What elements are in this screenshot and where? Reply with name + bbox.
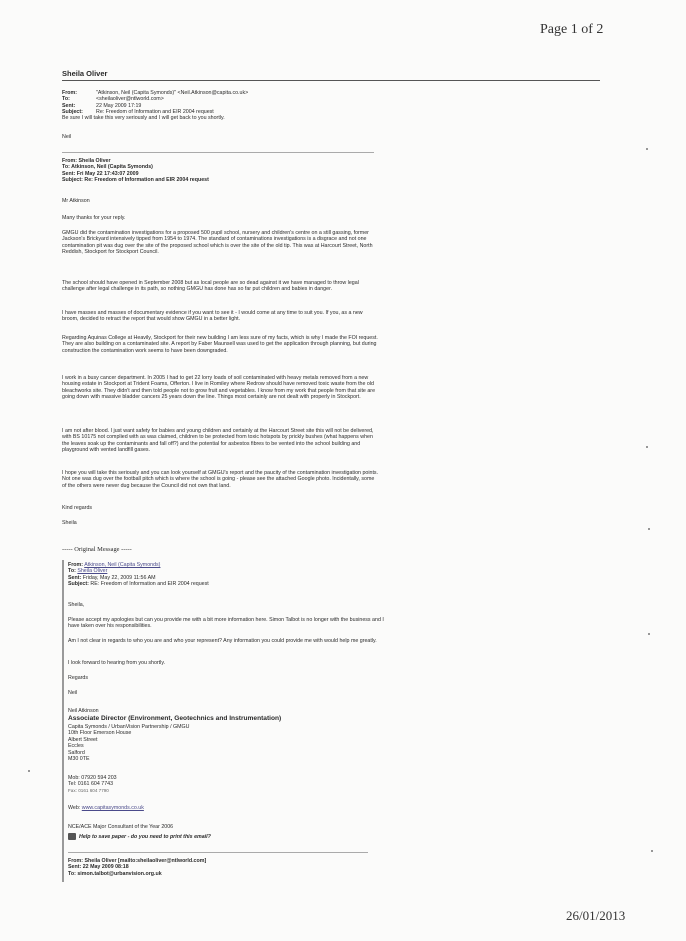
separator: [62, 152, 374, 153]
email2-paragraph: I am not after blood. I just want safety for babies and young children and certainly at the Harcourt Street site this will not be delivered, with BS 10175 not complied with as was claimed, children to be protected from toxic hotspots by prickly bushes (what happens when the leaves soak up the contaminants and fall off?) and the potential for asbestos fibres to be vented into the school building and playground with vented landfill gases.: [62, 428, 374, 454]
email4-to: To: simon.talbot@urbanvision.org.uk: [68, 870, 162, 877]
email3-tel: Tel: 0161 604 7743: [68, 781, 114, 788]
scan-speck: [648, 633, 650, 635]
email2-paragraph: The school should have opened in September 2008 but as local people are so dead against it we have managed to throw legal challenge after legal challenge in its path, so nothing GMGU has done has so far put children and babies in danger.: [62, 280, 359, 293]
email3-sig-address: Capita Symonds / UrbanVision Partnership / GMGU 10th Floor Emerson House Albert Street Eccles Salford M30 0TE: [68, 724, 190, 763]
email3-fax: Fax: 0161 604 7790: [68, 787, 109, 793]
email4-header: [68, 858, 206, 877]
email3-paragraph: Regards: [68, 675, 89, 681]
email3-paragraph: Neil: [68, 690, 78, 696]
email1-header: From: "Atkinson, Neil (Capita Symonds)" <Neil.Atkinson@capita.co.uk> To: <sheilaoliver@ntlworld.com> Sent: 22 May 2009 17:19 Subject: Re: Freedom of Information and EIR 2004 request Be sure I will take this very seriously and I will get back to you shortly.: [62, 90, 249, 122]
email3-web-link[interactable]: www.capitasymonds.co.uk: [81, 805, 144, 811]
email2-paragraph: I have masses and masses of documentary evidence if you want to see it - I would come at any time to suit you. If you, as a new broom, decided to retract the report that would show GMGU in a better light.: [62, 310, 363, 323]
email3-paragraph: Am I not clear in regards to who you are and who your represent? Any information you could provide me with would help me greatly.: [68, 638, 377, 644]
separator: [68, 852, 368, 853]
email3-paragraph: Please accept my apologies but can you provide me with a bit more information here. Simon Talbot is no longer with the business and I have taken over his responsibilities.: [68, 617, 384, 630]
email3-web: Web: www.capitasymonds.co.uk: [68, 805, 144, 811]
email2-header: [62, 158, 209, 183]
scan-speck: [646, 148, 648, 150]
email3-contact: [68, 775, 386, 794]
original-message-divider: ----- Original Message -----: [62, 546, 132, 553]
email4-from: From: Sheila Oliver [mailto:sheilaoliver@ntlworld.com]: [68, 858, 207, 864]
email3-to-link[interactable]: Sheila Oliver: [77, 568, 108, 575]
email2-salutation: Mr Atkinson: [62, 198, 90, 204]
email1-signoff: Neil: [62, 134, 72, 140]
email2-to: To: Atkinson, Neil (Capita Symonds): [62, 164, 153, 171]
email1-from: "Atkinson, Neil (Capita Symonds)" <Neil.Atkinson@capita.co.uk>: [96, 90, 249, 96]
email3-sent: Friday, May 22, 2009 11:56 AM: [82, 574, 156, 581]
email2-paragraph: Many thanks for your reply.: [62, 215, 126, 221]
email3-sig-title: Associate Director (Environment, Geotechnics and Instrumentation): [68, 715, 282, 722]
page-number: Page 1 of 2: [540, 22, 604, 37]
email3-header: From: Atkinson, Neil (Capita Symonds) To: Sheila Oliver Sent: Friday, May 22, 2009 11:56 AM Subject: RE: Freedom of Information and EIR 2004 request: [68, 562, 209, 587]
email3-sig-name: Neil Atkinson: [68, 708, 99, 714]
email3-save-paper: Help to save paper - do you need to print this email?: [68, 833, 386, 840]
mailbox-owner-name: Sheila Oliver: [62, 69, 108, 78]
email2-paragraph: Regarding Aquinas College at Heavily, Stockport for their new building I am less sure of my facts, which is why I made the FOI request. They are also building on a contaminated site. A report by Faber Maunsell was used to get the application through planning, but during construction the contamination work seems to have been downgraded.: [62, 335, 378, 354]
email1-body: Be sure I will take this very seriously and I will get back to you shortly.: [62, 115, 225, 122]
quote-bar: [62, 560, 64, 882]
scan-speck: [651, 850, 653, 852]
email3-from-link[interactable]: Atkinson, Neil (Capita Symonds): [84, 562, 161, 568]
email1-subject: Re: Freedom of Information and EIR 2004 request: [96, 108, 214, 115]
email1-to: <sheilaoliver@ntlworld.com>: [96, 96, 164, 103]
email2-from: From: Sheila Oliver: [62, 158, 111, 164]
scan-speck: [648, 528, 650, 530]
email2-paragraph: I hope you will take this seriously and you can look yourself at GMGU's report and the paucity of the contamination investigation points. Not one was dug over the football pitch which is where the school is going - please see the attached Google photo. Incidentally, some of the others were never dug because the Council did not own that land.: [62, 470, 379, 489]
email2-signature: Sheila: [62, 520, 77, 526]
email3-award: NCE/ACE Major Consultant of the Year 2006: [68, 824, 174, 830]
email3-paragraph: I look forward to hearing from you shortly.: [68, 660, 166, 666]
scan-speck: [28, 770, 30, 772]
header-rule: [62, 80, 600, 81]
footer-date: 26/01/2013: [566, 908, 626, 923]
email1-sent: 22 May 2009 17:19: [96, 102, 142, 109]
email2-subject: Subject: Re: Freedom of Information and EIR 2004 request: [62, 176, 209, 183]
save-paper-icon: [68, 833, 76, 840]
scan-speck: [646, 446, 648, 448]
email2-sent: Sent: Fri May 22 17:43:07 2009: [62, 170, 139, 177]
email3-greeting: Sheila,: [68, 602, 85, 608]
email3-subject: RE: Freedom of Information and EIR 2004 request: [90, 580, 209, 587]
email2-closing: Kind regards: [62, 505, 93, 511]
email4-sent: Sent: 22 May 2009 08:18: [68, 864, 129, 871]
email3-mob: Mob: 07920 594 203: [68, 775, 117, 781]
email2-paragraph: I work in a busy cancer department. In 2005 I had to get 22 lorry loads of soil contaminated with heavy metals removed from a new housing estate in Stockport at Trident Foams, Offerton. I live in Romiley where Redrow should have removed toxic waste from the old bleachworks site. They didn't and then told people not to grow fruit and vegetables. I know from my work that people from that site are going down with massive bladder cancers 25 years down the line. Things most certainly are not dealt with properly in Stockport.: [62, 375, 376, 401]
email2-paragraph: GMGU did the contamination investigations for a proposed 500 pupil school, nursery and children's centre on a still gassing, former Jackson's Brickyard intensively tipped from 1954 to 1974. The standard of contaminations investigations is a disgrace and not one contamination pit was dug over the site of the proposed school which is over the site of the old tip. This was at Harcourt Street, North Reddish, Stockport for Stockport Council.: [62, 230, 373, 256]
